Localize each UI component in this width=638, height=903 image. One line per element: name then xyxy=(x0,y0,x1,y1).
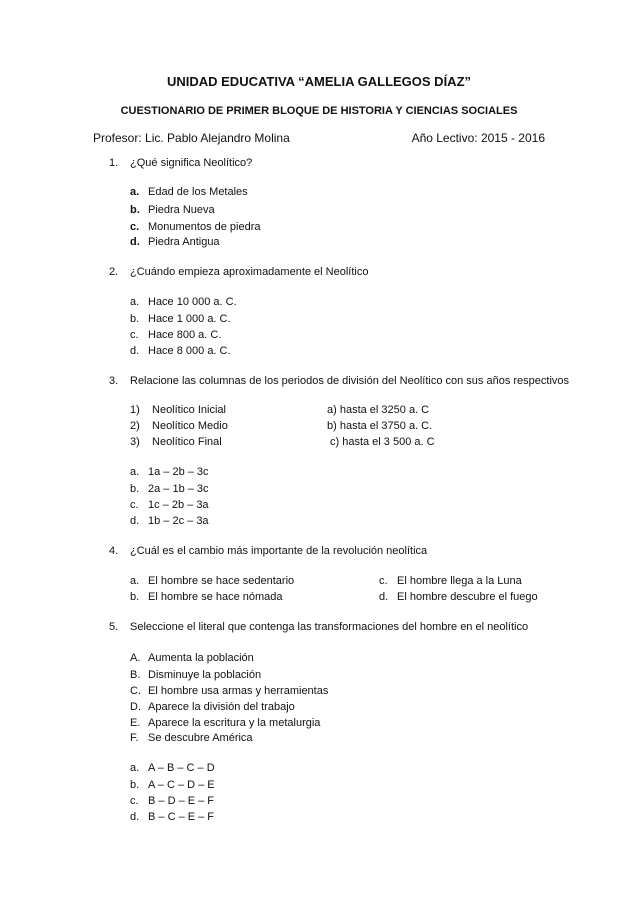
option-letter: a. xyxy=(130,762,140,774)
option-text: 1c – 2b – 3a xyxy=(148,499,209,511)
teacher-name: Profesor: Lic. Pablo Alejandro Molina xyxy=(93,131,290,145)
option-letter: a. xyxy=(130,466,140,478)
option-text: El hombre descubre el fuego xyxy=(397,591,538,603)
match-right-item: c) hasta el 3 500 a. C xyxy=(330,436,435,448)
question-text: ¿Cuál es el cambio más importante de la revolución neolítica xyxy=(130,545,428,557)
option-text: El hombre se hace sedentario xyxy=(148,575,295,587)
option-text: B – D – E – F xyxy=(148,795,215,807)
option-letter: b. xyxy=(130,313,140,325)
statement-letter: F. xyxy=(130,732,139,744)
option-text: Edad de los Metales xyxy=(148,186,248,198)
match-right-item: a) hasta el 3250 a. C xyxy=(327,404,430,416)
option-text: Hace 10 000 a. C. xyxy=(148,296,237,308)
question-text: Relacione las columnas de los periodos de división del Neolítico con sus años respectivos xyxy=(130,375,570,387)
statement-letter: E. xyxy=(130,717,141,729)
match-left-item: 1) Neolítico Inicial xyxy=(130,404,226,416)
school-year: Año Lectivo: 2015 - 2016 xyxy=(411,131,545,145)
option-letter: c. xyxy=(130,499,139,511)
option-text: Hace 800 a. C. xyxy=(148,329,222,341)
option-letter: a. xyxy=(130,575,140,587)
option-letter: b. xyxy=(130,591,140,603)
option-letter: d. xyxy=(130,515,140,527)
option-letter: d. xyxy=(379,591,389,603)
question-number: 3. xyxy=(109,375,119,387)
option-text: Hace 1 000 a. C. xyxy=(148,313,231,325)
statement-text: Aumenta la población xyxy=(148,652,254,664)
option-text: A – C – D – E xyxy=(148,779,215,791)
statement-letter: C. xyxy=(130,685,141,697)
statement-text: Aparece la escritura y la metalurgia xyxy=(148,717,321,729)
statement-letter: D. xyxy=(130,701,141,713)
option-letter: c. xyxy=(130,795,139,807)
question-number: 1. xyxy=(109,157,119,169)
option-text: Hace 8 000 a. C. xyxy=(148,345,231,357)
option-letter: d. xyxy=(130,345,140,357)
question-number: 4. xyxy=(109,545,119,557)
question-text: ¿Cuándo empieza aproximadamente el Neolítico xyxy=(130,266,369,278)
option-letter: c. xyxy=(130,329,139,341)
statement-letter: A. xyxy=(130,652,141,664)
option-letter: d. xyxy=(130,811,140,823)
question-text: Seleccione el literal que contenga las transformaciones del hombre en el neolítico xyxy=(130,621,529,633)
statement-text: Disminuye la población xyxy=(148,669,262,681)
option-text: 1b – 2c – 3a xyxy=(148,515,209,527)
option-letter: a. xyxy=(130,186,140,198)
questionnaire-subtitle: CUESTIONARIO DE PRIMER BLOQUE DE HISTORIA Y CIENCIAS SOCIALES xyxy=(120,105,518,117)
statement-text: Aparece la división del trabajo xyxy=(148,701,295,713)
option-text: 1a – 2b – 3c xyxy=(148,466,209,478)
statement-text: El hombre usa armas y herramientas xyxy=(148,685,329,697)
statement-letter: B. xyxy=(130,669,141,681)
option-text: A – B – C – D xyxy=(148,762,215,774)
option-text: Piedra Antigua xyxy=(148,236,220,248)
option-letter: b. xyxy=(130,483,140,495)
option-letter: d. xyxy=(130,236,140,248)
match-left-item: 3) Neolítico Final xyxy=(130,436,222,448)
match-right-item: b) hasta el 3750 a. C. xyxy=(327,420,433,432)
option-letter: b. xyxy=(130,204,140,216)
option-text: 2a – 1b – 3c xyxy=(148,483,209,495)
teacher-year-row xyxy=(93,132,545,144)
option-text: El hombre llega a la Luna xyxy=(397,575,522,587)
option-letter: c. xyxy=(379,575,388,587)
option-text: Monumentos de piedra xyxy=(148,221,261,233)
statement-text: Se descubre América xyxy=(148,732,253,744)
option-letter: a. xyxy=(130,296,140,308)
option-letter: c. xyxy=(130,221,140,233)
school-title: UNIDAD EDUCATIVA “AMELIA GALLEGOS DÍAZ” xyxy=(166,74,472,89)
question-text: ¿Qué significa Neolítico? xyxy=(130,157,253,169)
option-text: El hombre se hace nómada xyxy=(148,591,283,603)
question-number: 5. xyxy=(109,621,119,633)
question-number: 2. xyxy=(109,266,119,278)
option-text: B – C – E – F xyxy=(148,811,215,823)
option-letter: b. xyxy=(130,779,140,791)
match-left-item: 2) Neolítico Medio xyxy=(130,420,228,432)
option-text: Piedra Nueva xyxy=(148,204,215,216)
